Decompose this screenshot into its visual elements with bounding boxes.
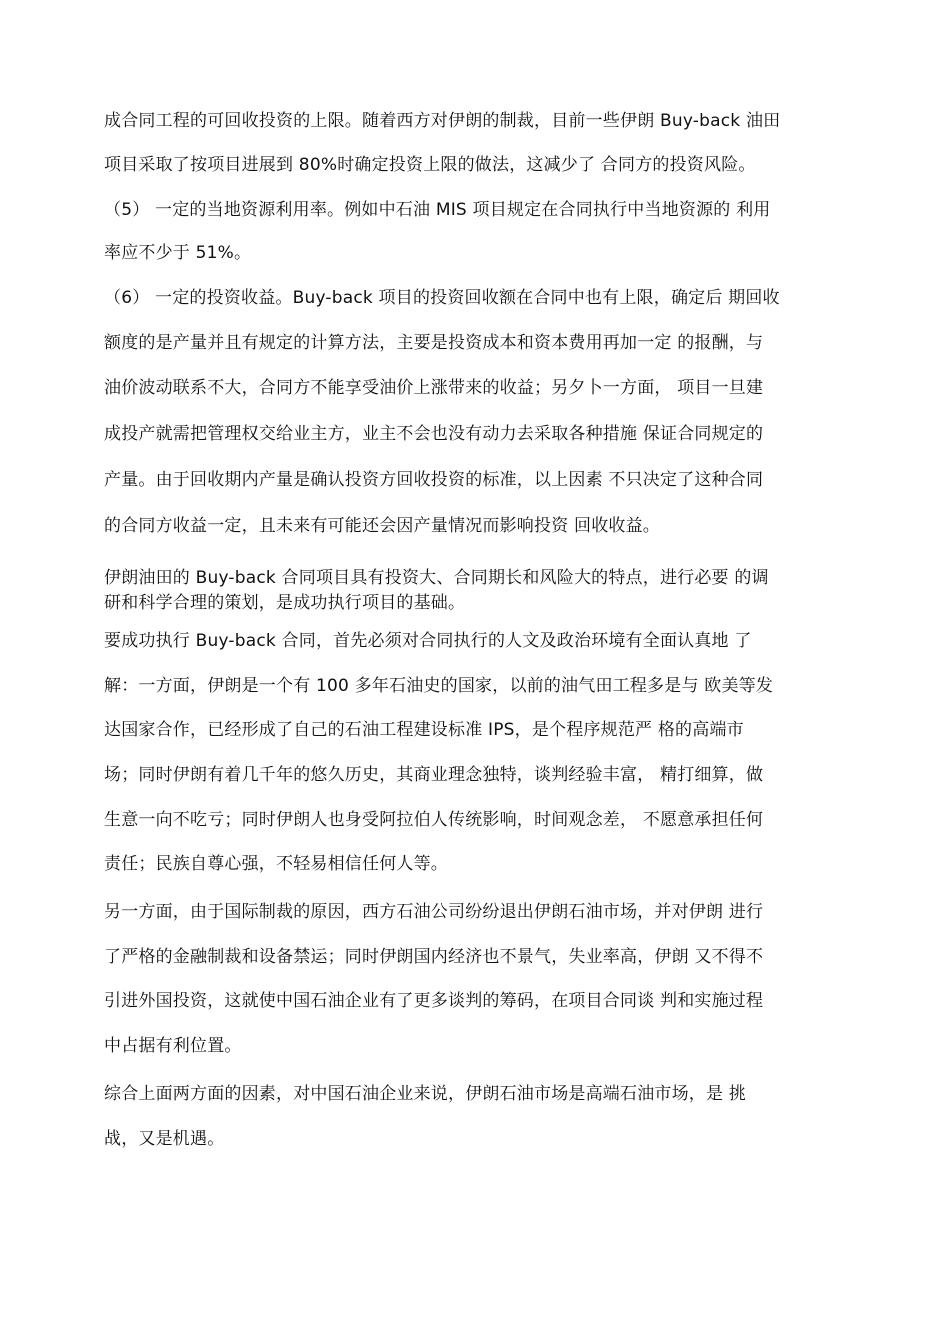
text-line: 另一方面，由于国际制裁的原因，西方石油公司纷纷退出伊朗石油市场，并对伊朗 进行 xyxy=(104,902,764,922)
text-line: 的合同方收益一定，且未来有可能还会因产量情况而影响投资 回收收益。 xyxy=(104,516,661,536)
text-line: （6） 一定的投资收益。Buy-back 项目的投资回收额在合同中也有上限，确定后 期回收 xyxy=(104,288,780,308)
text-line: 成合同工程的可回收投资的上限。随着西方对伊朗的制裁，目前一些伊朗 Buy-back 油田 xyxy=(104,111,781,131)
text-line: 率应不少于 51%。 xyxy=(104,243,252,263)
text-line: 解：一方面，伊朗是一个有 100 多年石油史的国家，以前的油气田工程多是与 欧美等发 xyxy=(104,676,774,696)
text-line: 场；同时伊朗有着几千年的悠久历史，其商业理念独特，谈判经验丰富， 精打细算，做 xyxy=(104,765,764,785)
text-line: 了严格的金融制裁和设备禁运；同时伊朗国内经济也不景气，失业率高，伊朗 又不得不 xyxy=(104,947,764,967)
text-line: （5） 一定的当地资源利用率。例如中石油 MIS 项目规定在合同执行中当地资源的 利用 xyxy=(104,200,771,220)
text-line: 引进外国投资，这就使中国石油企业有了更多谈判的筹码，在项目合同谈 判和实施过程 xyxy=(104,991,764,1011)
text-line: 达国家合作，已经形成了自己的石油工程建设标准 IPS，是个程序规范严 格的高端市 xyxy=(104,720,744,740)
text-line: 综合上面两方面的因素，对中国石油企业来说，伊朗石油市场是高端石油市场，是 挑 xyxy=(104,1084,747,1104)
text-line: 生意一向不吃亏；同时伊朗人也身受阿拉伯人传统影响，时间观念差， 不愿意承担任何 xyxy=(104,810,764,830)
text-line: 伊朗油田的 Buy-back 合同项目具有投资大、合同期长和风险大的特点，进行必要 的调 xyxy=(104,568,769,588)
text-line: 产量。由于回收期内产量是确认投资方回收投资的标准，以上因素 不只决定了这种合同 xyxy=(104,470,764,490)
text-line: 研和科学合理的策划，是成功执行项目的基础。 xyxy=(104,593,466,613)
text-line: 额度的是产量并且有规定的计算方法，主要是投资成本和资本费用再加一定 的报酬，与 xyxy=(104,333,764,353)
text-line: 责任；民族自尊心强，不轻易相信任何人等。 xyxy=(104,854,448,874)
text-line: 战，又是机遇。 xyxy=(104,1129,225,1149)
text-line: 成投产就需把管理权交给业主方，业主不会也没有动力去采取各种措施 保证合同规定的 xyxy=(104,424,764,444)
text-line: 中占据有利位置。 xyxy=(104,1036,242,1056)
text-line: 油价波动联系不大，合同方不能享受油价上涨带来的收益；另夕卜一方面， 项目一旦建 xyxy=(104,378,764,398)
text-line: 要成功执行 Buy-back 合同，首先必须对合同执行的人文及政治环境有全面认真地 了 xyxy=(104,631,752,651)
text-line: 项目采取了按项目进展到 80%时确定投资上限的做法，这减少了 合同方的投资风险。 xyxy=(104,155,756,175)
